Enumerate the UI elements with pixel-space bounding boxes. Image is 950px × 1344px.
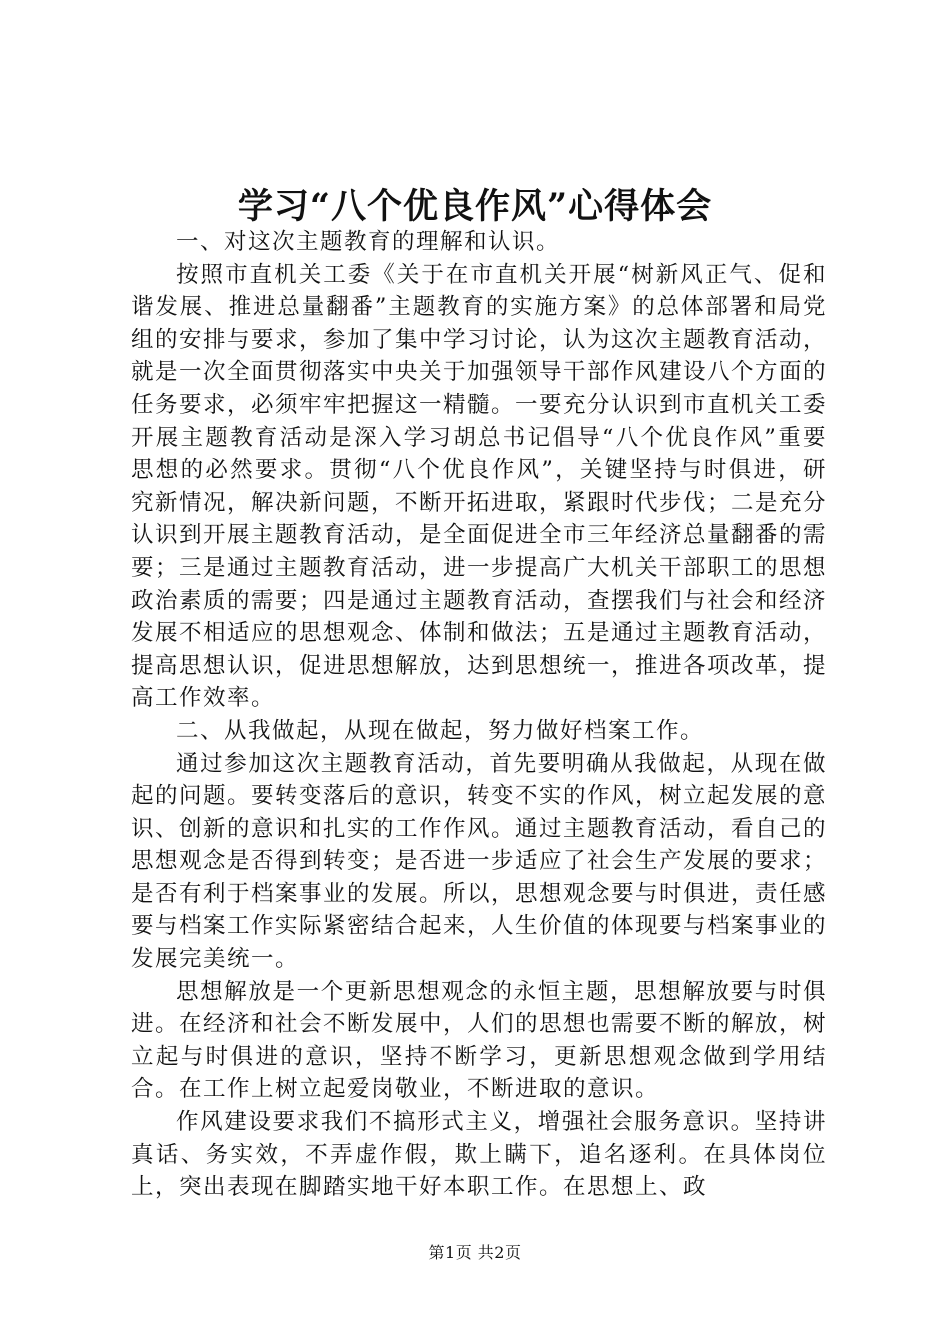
page-number: 第1页 共2页 — [428, 1243, 522, 1262]
body-paragraph: 按照市直机关工委《关于在市直机关开展“树新风正气、促和谐发展、推进总量翻番”主题教育的实施方案》的总体部署和局党组的安排与要求，参加了集中学习讨论，认为这次主题教育活动，就是一次全面贯彻落实中央关于加强领导干部作风建设八个方面的任务要求，必须牢牢把握这一精髓。一要充分认识到市直机关工委开展主题教育活动是深入学习胡总书记倡导“八个优良作风”重要思想的必然要求。贯彻“八个优良作风”，关键坚持与时俱进，研究新情况，解决新问题，不断开拓进取，紧跟时代步伐；二是充分认识到开展主题教育活动，是全面促进全市三年经济总量翻番的需要；三是通过主题教育活动，进一步提高广大机关干部职工的思想政治素质的需要；四是通过主题教育活动，查摆我们与社会和经济发展不相适应的思想观念、体制和做法；五是通过主题教育活动，提高思想认识，促进思想解放，达到思想统一，推进各项改革，提高工作效率。 — [131, 261, 828, 712]
section-heading-2: 二、从我做起，从现在做起，努力做好档案工作。 — [176, 717, 705, 744]
body-paragraph: 通过参加这次主题教育活动，首先要明确从我做起，从现在做起的问题。要转变落后的意识，转变不实的作风，树立起发展的意识、创新的意识和扎实的工作作风。通过主题教育活动，看自己的思想观念是否得到转变；是否进一步适应了社会生产发展的要求；是否有利于档案事业的发展。所以，思想观念要与时俱进，责任感要与档案工作实际紧密结合起来，人生价值的体现要与档案事业的发展完美统一。 — [131, 750, 828, 973]
document-body — [131, 226, 827, 1204]
body-paragraph: 作风建设要求我们不搞形式主义，增强社会服务意识。坚持讲真话、务实效，不弄虚作假，欺上瞒下，追名逐利。在具体岗位上，突出表现在脚踏实地干好本职工作。在思想上、政 — [131, 1109, 827, 1201]
document-title: 学习“八个优良作风”心得体会 — [237, 186, 713, 227]
section-heading-1: 一、对这次主题教育的理解和认识。 — [176, 229, 561, 255]
body-paragraph: 思想解放是一个更新思想观念的永恒主题，思想解放要与时俱进。在经济和社会不断发展中，人们的思想也需要不断的解放，树立起与时俱进的意识，坚持不断学习，更新思想观念做到学用结合。在工作上树立起爱岗敬业，不断进取的意识。 — [131, 978, 828, 1103]
